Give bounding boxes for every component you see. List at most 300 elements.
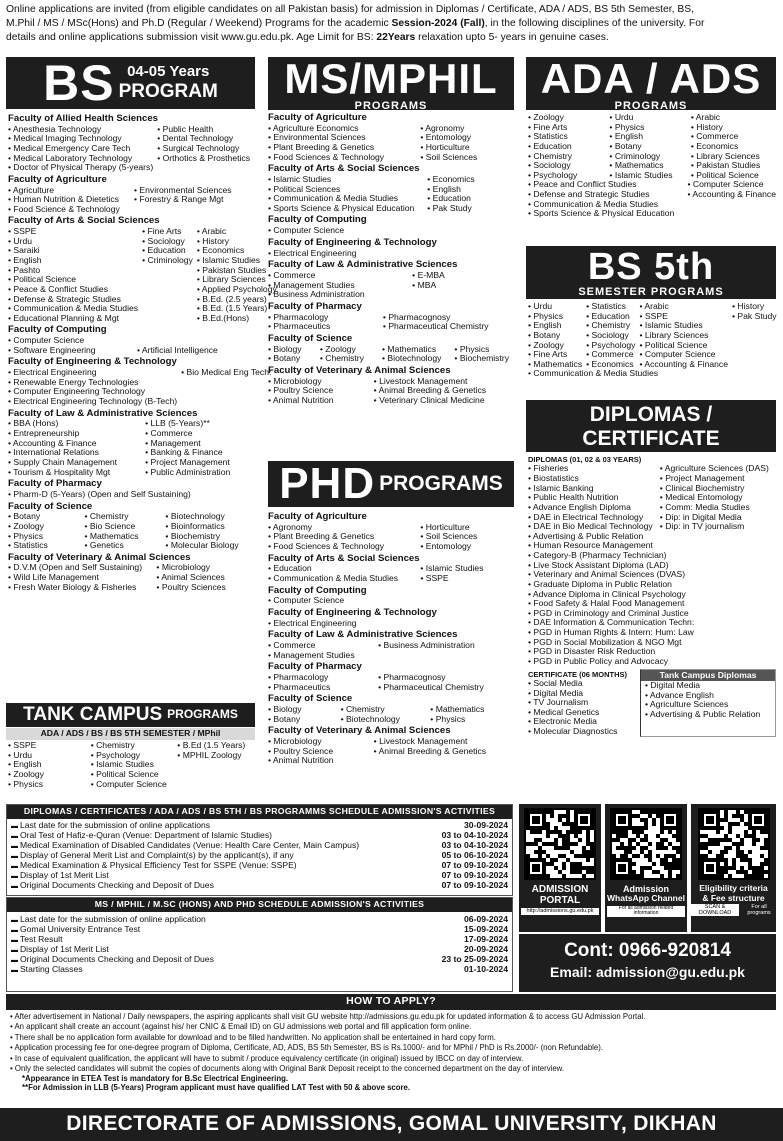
program-item: • Agronomy xyxy=(420,124,516,134)
schedule-1-title: DIPLOMAS / CERTIFICATES / ADA / ADS / BS 5TH / BS PROGRAMMS SCHEDULE ADMISSION'S ACTIVITIES xyxy=(7,805,512,819)
schedule-date: 03 to 04-10-2024 xyxy=(441,839,508,850)
empty-cell xyxy=(142,304,193,314)
program-item: • Economics xyxy=(691,142,776,152)
program-item: • Advance Diploma in Clinical Psychology xyxy=(528,590,776,600)
qr-code-icon[interactable] xyxy=(610,808,682,880)
program-item: • Advertising & Public Relation xyxy=(528,532,776,542)
qr-code-icon[interactable] xyxy=(524,808,596,880)
program-item: • Botany xyxy=(8,512,80,522)
how-item: • Only the selected candidates will submit the copies of documents along with Original Bank Deposit receipt to the concerned department on the day of interview. xyxy=(10,1064,772,1075)
faculty-title: Faculty of Science xyxy=(8,500,93,512)
program-item: • Banking & Finance xyxy=(145,448,256,458)
program-item: • Medical Imaging Technology xyxy=(8,134,153,144)
schedule-date: 07 to 09-10-2024 xyxy=(441,859,508,870)
program-grid xyxy=(268,345,516,364)
faculty-title: Faculty of Pharmacy xyxy=(268,300,362,312)
phd-sub: PROGRAMS xyxy=(379,472,503,496)
program-item: • Islamic Studies xyxy=(420,564,516,574)
program-item: • Microbiology xyxy=(156,563,256,573)
program-item: • Education xyxy=(528,142,605,152)
program-item: • Environmental Sciences xyxy=(268,133,416,143)
program-grid xyxy=(268,124,516,163)
program-item: • Soil Sciences xyxy=(420,532,516,542)
bs5-sub: SEMESTER PROGRAMS xyxy=(578,286,724,298)
program-item: • Physics xyxy=(8,780,87,790)
program-item: • Medical Laboratory Technology xyxy=(8,154,153,164)
qr-2-sub: WhatsApp Channel xyxy=(607,893,685,904)
schedule-date: 07 to 09-10-2024 xyxy=(441,869,508,880)
ms-sub: PROGRAMS xyxy=(354,100,428,112)
program-item: • History xyxy=(691,123,776,133)
dip-subtitle: DIPLOMAS (01, 02 & 03 YEARS) xyxy=(528,455,642,464)
dip-title-2: CERTIFICATE xyxy=(582,426,720,450)
program-item: • Physics xyxy=(454,345,516,355)
program-grid xyxy=(268,226,516,236)
faculty-title: Faculty of Law & Administrative Sciences xyxy=(268,629,458,641)
program-item: • Management Studies xyxy=(268,281,408,291)
empty-cell xyxy=(732,331,777,341)
dip-title-1: DIPLOMAS / xyxy=(589,403,713,426)
faculty-title: Faculty of Veterinary & Animal Sciences xyxy=(8,551,191,563)
schedule-activity: ▬ Oral Test of Hafiz-e-Quran (Venue: Department of Islamic Studies) xyxy=(11,831,272,841)
program-item: • Islamic Studies xyxy=(91,760,174,770)
program-grid xyxy=(268,619,516,629)
contact-email[interactable]: Email: admission@gu.edu.pk xyxy=(550,964,745,981)
program-item: • Digital Media xyxy=(641,681,775,691)
program-grid xyxy=(8,490,256,500)
how-item: • Application processing fee for one-degree program of Diploma, Certificate, AD, ADS, BS 5th Semester, BS is Rs.1000/- and for MPhil / PhD is Rs.2000/- (non Refundable). xyxy=(10,1043,772,1054)
program-item: • Urdu xyxy=(528,302,582,312)
program-grid xyxy=(8,125,256,173)
program-item: • B.Ed.(Hons) xyxy=(197,314,277,324)
program-item: • Biostatistics xyxy=(528,474,656,484)
tank-programs xyxy=(8,741,256,801)
faculty-title: Faculty of Science xyxy=(268,693,353,705)
schedule-date: 20-09-2024 xyxy=(464,943,508,954)
program-item: • Digital Media xyxy=(528,689,640,699)
program-item: • Wild Life Management xyxy=(8,573,152,583)
program-item: • Livestock Management xyxy=(374,737,516,747)
qr-3-sub: & Fee structure xyxy=(702,892,765,903)
program-item: • Political Science xyxy=(8,275,138,285)
program-item: • Horticulture xyxy=(420,143,516,153)
tank-diplomas xyxy=(640,669,776,737)
program-item: • Zoology xyxy=(8,522,80,532)
faculty-title: Faculty of Engineering & Technology xyxy=(268,606,437,618)
program-item: • Defense & Strategic Studies xyxy=(8,295,138,305)
schedule-date: 30-09-2024 xyxy=(464,819,508,830)
faculty-title: Faculty of Veterinary & Animal Sciences xyxy=(268,364,451,376)
how-to-apply xyxy=(6,994,776,1106)
program-item: • Chemistry xyxy=(91,741,174,751)
bs-program: PROGRAM xyxy=(118,80,218,102)
faculty-title: Faculty of Agriculture xyxy=(268,511,367,522)
program-item: • Biotechnology xyxy=(165,512,256,522)
tank-diplomas-title: Tank Campus Diplomas xyxy=(641,670,775,682)
program-item: • BBA (Hons) xyxy=(8,419,141,429)
qr-code-icon[interactable] xyxy=(698,808,770,880)
program-item: • Mathematics xyxy=(382,345,450,355)
program-item: • Chemistry xyxy=(586,321,635,331)
program-item: • Arabic xyxy=(691,113,776,123)
program-item: • Statistics xyxy=(528,132,605,142)
program-item: • Zoology xyxy=(528,341,582,351)
program-item: • MBA xyxy=(412,281,516,291)
program-item: • Arabic xyxy=(197,227,277,237)
ms-faculties xyxy=(268,111,516,461)
program-item: • Pharmacology xyxy=(268,673,374,683)
program-item: • MPHIL Zoology xyxy=(177,751,256,761)
program-item: • Urdu xyxy=(8,751,87,761)
program-item: • Supply Chain Management xyxy=(8,458,141,468)
program-item: • Islamic Studies xyxy=(609,171,686,181)
qr-whatsapp[interactable] xyxy=(605,804,687,932)
how-item: • In case of equivalent qualification, the applicant will have to submit / produce equivalency certificate (in original) issued by IBCC on day of interview. xyxy=(10,1054,772,1065)
program-grid xyxy=(528,180,776,199)
dip-header xyxy=(526,400,776,452)
program-item: • Comm: Media Studies xyxy=(660,503,776,513)
schedule-activity: ▬ Medical Examination of Disabled Candidates (Venue: Health Care Center, Main Campus) xyxy=(11,841,359,851)
schedule-2 xyxy=(6,897,513,992)
faculty-title: Faculty of Engineering & Technology xyxy=(268,236,437,248)
qr-section xyxy=(519,804,776,934)
qr-1-url: http://admissions.gu.edu.pk xyxy=(521,908,599,914)
faculty-title: Faculty of Allied Health Sciences xyxy=(8,113,158,124)
program-item: • Pharmaceutical Chemistry xyxy=(378,683,516,693)
program-item: • Sociology xyxy=(142,237,193,247)
ms-title: MS/MPHIL xyxy=(284,55,498,102)
program-item: • Physics xyxy=(8,532,80,542)
schedule-activity: ▬ Last date for the submission of online applications xyxy=(11,821,210,831)
how-title: HOW TO APPLY? xyxy=(6,994,776,1010)
program-item: • Economics xyxy=(197,246,277,256)
program-item: • Zoology xyxy=(528,113,605,123)
program-item: • Social Media xyxy=(528,679,640,689)
program-item: • Clinical Biochemistry xyxy=(660,484,776,494)
empty-cell xyxy=(177,780,256,790)
ada-programs xyxy=(528,113,776,245)
cert-title: CERTIFICATE (06 MONTHS) xyxy=(528,669,628,679)
empty-cell xyxy=(142,275,193,285)
program-item: • Economics xyxy=(586,360,635,370)
phd-header xyxy=(268,461,514,507)
program-item: • Electrical Engineering xyxy=(268,249,516,259)
program-item: • DAE Information & Communication Techn: xyxy=(528,618,776,628)
program-item: • Poultry Sciences xyxy=(156,583,256,593)
footer: DIRECTORATE OF ADMISSIONS, GOMAL UNIVERSITY, DIKHAN xyxy=(0,1108,783,1141)
empty-cell xyxy=(374,756,516,766)
bs5-header xyxy=(526,246,776,299)
program-item: • Communication & Media Studies xyxy=(268,574,416,584)
program-item: • Computer Science xyxy=(687,180,776,190)
program-item: • Fine Arts xyxy=(528,350,582,360)
program-item: • Commerce xyxy=(268,641,374,651)
program-item: • Electrical Engineering xyxy=(268,619,516,629)
program-item: • Human Nutrition & Dietetics xyxy=(8,195,130,205)
program-item: • Communication & Media Studies xyxy=(528,200,776,210)
bs5-title: BS 5th xyxy=(587,246,715,288)
program-item: • Botany xyxy=(609,142,686,152)
schedule-row xyxy=(7,955,512,965)
program-item: • Food Sciences & Technology xyxy=(268,153,416,163)
program-item: • Commerce xyxy=(145,429,256,439)
intro-line-2: M.Phil / MS / MSc(Hons) and Ph.D (Regular / Weekend) Programs for the academic xyxy=(6,17,392,29)
schedule-activity: ▬ Original Documents Checking and Deposit of Dues xyxy=(11,955,214,965)
how-item: • An applicant shall create an account (against his/ her CNIC & Email ID) on GU admissions web portal and fill application form online. xyxy=(10,1022,772,1033)
schedule-row xyxy=(7,881,512,891)
program-item: • Entomology xyxy=(420,542,516,552)
program-item: • English xyxy=(609,132,686,142)
program-item: • Biochemistry xyxy=(165,532,256,542)
program-item: • SSPE xyxy=(639,312,728,322)
program-item: • B.Ed. (2.5 years) xyxy=(197,295,277,305)
program-item: • English xyxy=(528,321,582,331)
cert-left xyxy=(528,669,640,737)
program-item: • Commerce xyxy=(268,271,408,281)
program-item: • Pharmacognosy xyxy=(378,673,516,683)
schedule-row xyxy=(7,965,512,975)
program-item: • Chemistry xyxy=(341,705,427,715)
program-item: • Library Sciences xyxy=(691,152,776,162)
program-item: • Commerce xyxy=(586,350,635,360)
empty-cell xyxy=(181,387,271,397)
program-item: • History xyxy=(197,237,277,247)
program-item: • Live Stock Assistant Diploma (LAD) xyxy=(528,561,776,571)
program-item: • Veterinary Clinical Medicine xyxy=(374,396,516,406)
program-item: • Defense and Strategic Studies xyxy=(528,190,683,200)
program-item: • Electronic Media xyxy=(528,717,640,727)
program-item: • Genetics xyxy=(84,541,161,551)
bs5-programs xyxy=(528,302,776,400)
program-item: • Agronomy xyxy=(268,523,416,533)
program-item: • Dip: in TV journalism xyxy=(660,522,776,532)
ada-header xyxy=(526,57,776,110)
schedule-activity: ▬ Display of General Merit List and Complaint(s) by the applicant(s), if any xyxy=(11,851,294,861)
program-item: • PGD in Public Policy and Advocacy xyxy=(528,657,776,667)
faculty-title: Faculty of Law & Administrative Sciences xyxy=(8,407,198,419)
program-item: • TV Journalism xyxy=(528,698,640,708)
program-item: • Psychology xyxy=(586,341,635,351)
empty-cell xyxy=(177,760,256,770)
program-item: • Food Sciences & Technology xyxy=(268,542,416,552)
program-item: • Bioinformatics xyxy=(165,522,256,532)
schedule-date: 01-10-2024 xyxy=(464,963,508,974)
program-item: • DAE in Electrical Technology xyxy=(528,513,656,523)
intro-line-1: Online applications are invited (from eligible candidates on all Pakistan basis) for admission in Diplomas / Certificate, ADA / ADS, BS 5th Semester, BS, xyxy=(6,4,694,15)
program-item: • Electrical Engineering xyxy=(8,368,177,378)
contact-box xyxy=(519,934,776,992)
program-item: • Islamic Studies xyxy=(268,175,423,185)
how-item: • There shall be no application form available for download and to be filled handwritten. No application shall be entertained in hard copy form. xyxy=(10,1033,772,1044)
faculty-title: Faculty of Computing xyxy=(268,584,367,596)
qr-2-note: For all admission related information xyxy=(607,906,685,917)
program-item: • Statistics xyxy=(8,541,80,551)
faculty-title: Faculty of Arts & Social Sciences xyxy=(8,215,160,227)
program-item: • Mathematics xyxy=(609,161,686,171)
program-item: • Sociology xyxy=(586,331,635,341)
program-item: • Category-B (Pharmacy Technician) xyxy=(528,551,776,561)
bs-faculties xyxy=(8,112,277,702)
program-item: • Pharmacology xyxy=(268,313,379,323)
faculty-title: Faculty of Arts & Social Sciences xyxy=(268,163,420,175)
program-item: • Orthotics & Prosthetics xyxy=(157,154,256,164)
program-item: • Education xyxy=(268,564,416,574)
empty-cell xyxy=(732,360,777,370)
program-item: • Political Science xyxy=(691,171,776,181)
program-item: • Doctor of Physical Therapy (5-years) xyxy=(8,163,153,173)
qr-3-title: Eligibility criteria xyxy=(699,883,768,893)
program-item: • Electrical Engineering Technology (B-Tech) xyxy=(8,397,177,407)
how-note-1: *Appearance in ETEA Test is mandatory for B.Sc Electrical Engineering. xyxy=(22,1073,289,1083)
program-item: • Entomology xyxy=(420,133,516,143)
program-grid xyxy=(8,226,277,323)
program-item: • Chemistry xyxy=(320,354,378,364)
program-item: • Plant Breeding & Genetics xyxy=(268,532,416,542)
contact-phone[interactable]: Cont: 0966-920814 xyxy=(564,940,731,961)
program-grid xyxy=(268,737,516,766)
program-item: • Soil Sciences xyxy=(420,153,516,163)
program-item: • Advance English Diploma xyxy=(528,503,656,513)
program-item: • Pashto xyxy=(8,266,138,276)
intro-line-3b: . Age Limit for BS: xyxy=(291,31,377,43)
program-item: • Tourism & Hospitality Mgt xyxy=(8,468,141,478)
program-item: • Medical Emergency Care Tech xyxy=(8,144,153,154)
faculty-title: Faculty of Law & Administrative Sciences xyxy=(268,259,458,271)
faculty-title: Faculty of Science xyxy=(268,332,353,344)
empty-cell xyxy=(142,285,193,295)
program-item: • Animal Nutrition xyxy=(268,396,370,406)
empty-cell xyxy=(732,350,777,360)
program-item: • Sports Science & Physical Education xyxy=(268,204,423,214)
program-item: • Software Engineering xyxy=(8,346,133,356)
program-item: • Biotechnology xyxy=(382,354,450,364)
intro-text xyxy=(6,3,778,45)
program-item: • Botany xyxy=(268,354,316,364)
program-item: • Mathematics xyxy=(84,532,161,542)
program-item: • Pharmaceutics xyxy=(268,683,374,693)
faculty-title: Faculty of Computing xyxy=(8,324,107,336)
program-item: • Human Resource Management xyxy=(528,541,776,551)
program-item: • Medical Genetics xyxy=(528,708,640,718)
faculty-title: Faculty of Agriculture xyxy=(268,112,367,123)
program-item: • Molecular Diagnostics xyxy=(528,727,640,737)
program-grid xyxy=(268,313,516,332)
empty-cell xyxy=(142,314,193,324)
program-grid xyxy=(268,175,516,214)
program-item: • Pakistan Studies xyxy=(691,161,776,171)
faculty-title: Faculty of Veterinary & Animal Sciences xyxy=(268,725,451,737)
faculty-title: Faculty of Pharmacy xyxy=(8,478,102,490)
program-grid xyxy=(8,419,256,477)
qr-3-note: For all programs xyxy=(747,904,771,917)
schedule-activity: ▬ Last date for the submission of online application xyxy=(11,915,206,925)
website-link[interactable]: www.gu.edu.pk xyxy=(221,31,292,43)
program-item: • B.Ed (1.5 Years) xyxy=(177,741,256,751)
program-item: • Business Administration xyxy=(268,290,408,300)
program-item: • English xyxy=(8,760,87,770)
program-item: • Communication & Media Studies xyxy=(268,194,423,204)
program-item: • Chemistry xyxy=(528,152,605,162)
program-item: • Commerce xyxy=(691,132,776,142)
program-grid xyxy=(268,641,516,660)
program-item: • Management Studies xyxy=(268,651,374,661)
program-item: • Plant Breeding & Genetics xyxy=(268,143,416,153)
program-item: • Bio Science xyxy=(84,522,161,532)
age-limit: 22Years xyxy=(376,31,416,43)
program-item: • Criminology xyxy=(142,256,193,266)
program-item: • Project Management xyxy=(145,458,256,468)
program-item: • Computer Science xyxy=(639,350,728,360)
program-item: • Anesthesia Technology xyxy=(8,125,153,135)
program-grid xyxy=(8,186,256,215)
program-item: • Veterinary and Animal Sciences (DVAS) xyxy=(528,570,776,580)
program-grid xyxy=(268,271,516,300)
empty-cell xyxy=(157,163,256,173)
program-item: • LLB (5-Years)** xyxy=(145,419,256,429)
program-item: • Bio Medical Eng Tech: xyxy=(181,368,271,378)
program-item: • Pharmaceutical Chemistry xyxy=(383,322,516,332)
tank-title: TANK CAMPUS xyxy=(23,704,163,726)
program-item: • Computer Engineering Technology xyxy=(8,387,177,397)
program-item: • Islamic Studies xyxy=(197,256,277,266)
program-item: • Physics xyxy=(430,715,516,725)
program-item: • English xyxy=(427,185,516,195)
program-item: • Mathematics xyxy=(528,360,582,370)
program-item: • Pharmaceutics xyxy=(268,322,379,332)
schedule-activity: ▬ Test Result xyxy=(11,935,62,945)
schedule-date: 03 to 04-10-2024 xyxy=(441,829,508,840)
qr-admission-portal[interactable] xyxy=(519,804,601,932)
program-grid xyxy=(528,464,776,531)
program-grid xyxy=(8,563,256,592)
program-grid xyxy=(268,705,516,724)
program-item: • Urdu xyxy=(609,113,686,123)
program-item: • Physics xyxy=(528,312,582,322)
schedule-2-title: MS / MPHIL / M.SC (HONS) AND PHD SCHEDULE ADMISSION'S ACTIVITIES xyxy=(7,898,512,912)
program-item: • Islamic Studies xyxy=(639,321,728,331)
schedule-activity: ▬ Medical Examination & Physical Efficiency Test for SSPE (Venue: SSPE) xyxy=(11,861,297,871)
how-note-2: **For Admission in LLB (5-Years) Program applicant must have qualified LAT Test with 50 & above score. xyxy=(22,1082,411,1092)
program-item: • Peace and Conflict Studies xyxy=(528,180,683,190)
empty-cell xyxy=(142,266,193,276)
program-item: • Library Sciences xyxy=(639,331,728,341)
ada-sub: PROGRAMS xyxy=(614,100,688,112)
program-item: • Pak Study xyxy=(732,312,777,322)
program-item: • Project Management xyxy=(660,474,776,484)
tank-header xyxy=(6,703,255,727)
phd-faculties xyxy=(268,510,516,802)
schedule-date: 05 to 06-10-2024 xyxy=(441,849,508,860)
program-item: • Statistics xyxy=(586,302,635,312)
faculty-title: Faculty of Agriculture xyxy=(8,173,107,185)
empty-cell xyxy=(732,321,777,331)
qr-eligibility[interactable] xyxy=(691,804,776,932)
program-item: • Molecular Biology xyxy=(165,541,256,551)
program-grid xyxy=(268,673,516,692)
program-item: • Graduate Diploma in Public Relation xyxy=(528,580,776,590)
program-item: • Advance English xyxy=(641,691,775,701)
program-item: • Saraiki xyxy=(8,246,138,256)
program-grid xyxy=(268,596,516,606)
program-item: • Psychology xyxy=(91,751,174,761)
program-item: • Psychology xyxy=(528,171,605,181)
program-item: • Dip: in Digital Media xyxy=(660,513,776,523)
program-item: • Business Administration xyxy=(378,641,516,651)
empty-cell xyxy=(181,397,271,407)
program-item: • Fresh Water Biology & Fisheries xyxy=(8,583,152,593)
empty-cell xyxy=(412,290,516,300)
program-item: • Animal Breeding & Genetics xyxy=(374,386,516,396)
